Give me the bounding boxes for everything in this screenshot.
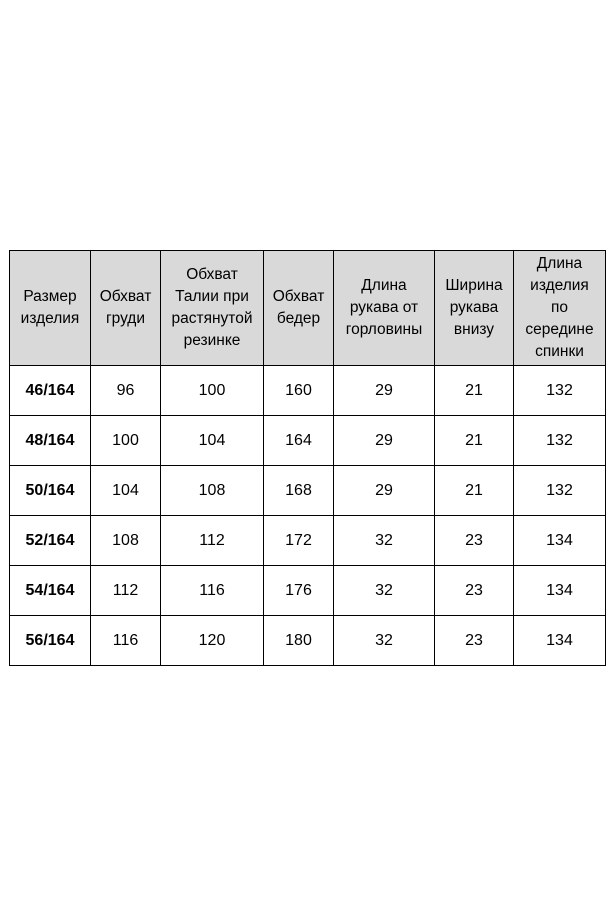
table-cell: 120 xyxy=(161,616,264,666)
table-cell: 112 xyxy=(161,516,264,566)
table-cell: 96 xyxy=(91,366,161,416)
table-cell: 21 xyxy=(435,466,514,516)
table-cell: 21 xyxy=(435,366,514,416)
table-cell-size: 50/164 xyxy=(10,466,91,516)
table-cell-size: 52/164 xyxy=(10,516,91,566)
table-cell: 29 xyxy=(334,366,435,416)
table-cell: 23 xyxy=(435,616,514,666)
table-cell: 100 xyxy=(91,416,161,466)
table-cell: 134 xyxy=(514,516,606,566)
table-cell: 112 xyxy=(91,566,161,616)
table-cell: 172 xyxy=(264,516,334,566)
table-cell: 176 xyxy=(264,566,334,616)
table-cell: 108 xyxy=(91,516,161,566)
table-cell: 132 xyxy=(514,366,606,416)
table-row xyxy=(10,616,606,666)
table-row xyxy=(10,516,606,566)
table-row xyxy=(10,366,606,416)
header-chest-girth: Обхват груди xyxy=(91,251,161,366)
table-cell: 134 xyxy=(514,616,606,666)
table-cell: 29 xyxy=(334,416,435,466)
table-row xyxy=(10,566,606,616)
header-waist-girth: Обхват Талии при растянутой резинке xyxy=(161,251,264,366)
header-sleeve-width: Ширина рукава внизу xyxy=(435,251,514,366)
table-cell: 23 xyxy=(435,566,514,616)
header-hip-girth: Обхват бедер xyxy=(264,251,334,366)
table-cell: 104 xyxy=(161,416,264,466)
table-cell: 116 xyxy=(161,566,264,616)
table-cell-size: 48/164 xyxy=(10,416,91,466)
table-row xyxy=(10,466,606,516)
table-cell: 21 xyxy=(435,416,514,466)
table-cell: 23 xyxy=(435,516,514,566)
table-cell: 100 xyxy=(161,366,264,416)
table-cell: 108 xyxy=(161,466,264,516)
table-cell: 164 xyxy=(264,416,334,466)
table-cell: 32 xyxy=(334,616,435,666)
table-cell: 132 xyxy=(514,466,606,516)
table-row xyxy=(10,416,606,466)
header-size: Размер изделия xyxy=(10,251,91,366)
size-chart-table xyxy=(9,250,606,666)
table-cell: 104 xyxy=(91,466,161,516)
table-cell: 134 xyxy=(514,566,606,616)
table-cell: 168 xyxy=(264,466,334,516)
table-cell-size: 54/164 xyxy=(10,566,91,616)
header-sleeve-length: Длина рукава от горловины xyxy=(334,251,435,366)
table-cell: 32 xyxy=(334,566,435,616)
table-cell: 132 xyxy=(514,416,606,466)
table-cell: 29 xyxy=(334,466,435,516)
table-cell: 32 xyxy=(334,516,435,566)
table-cell: 116 xyxy=(91,616,161,666)
table-cell: 160 xyxy=(264,366,334,416)
header-garment-length: Длина изделия по середине спинки xyxy=(514,251,606,366)
table-cell-size: 46/164 xyxy=(10,366,91,416)
table-cell-size: 56/164 xyxy=(10,616,91,666)
table-cell: 180 xyxy=(264,616,334,666)
table-header-row xyxy=(10,251,606,366)
